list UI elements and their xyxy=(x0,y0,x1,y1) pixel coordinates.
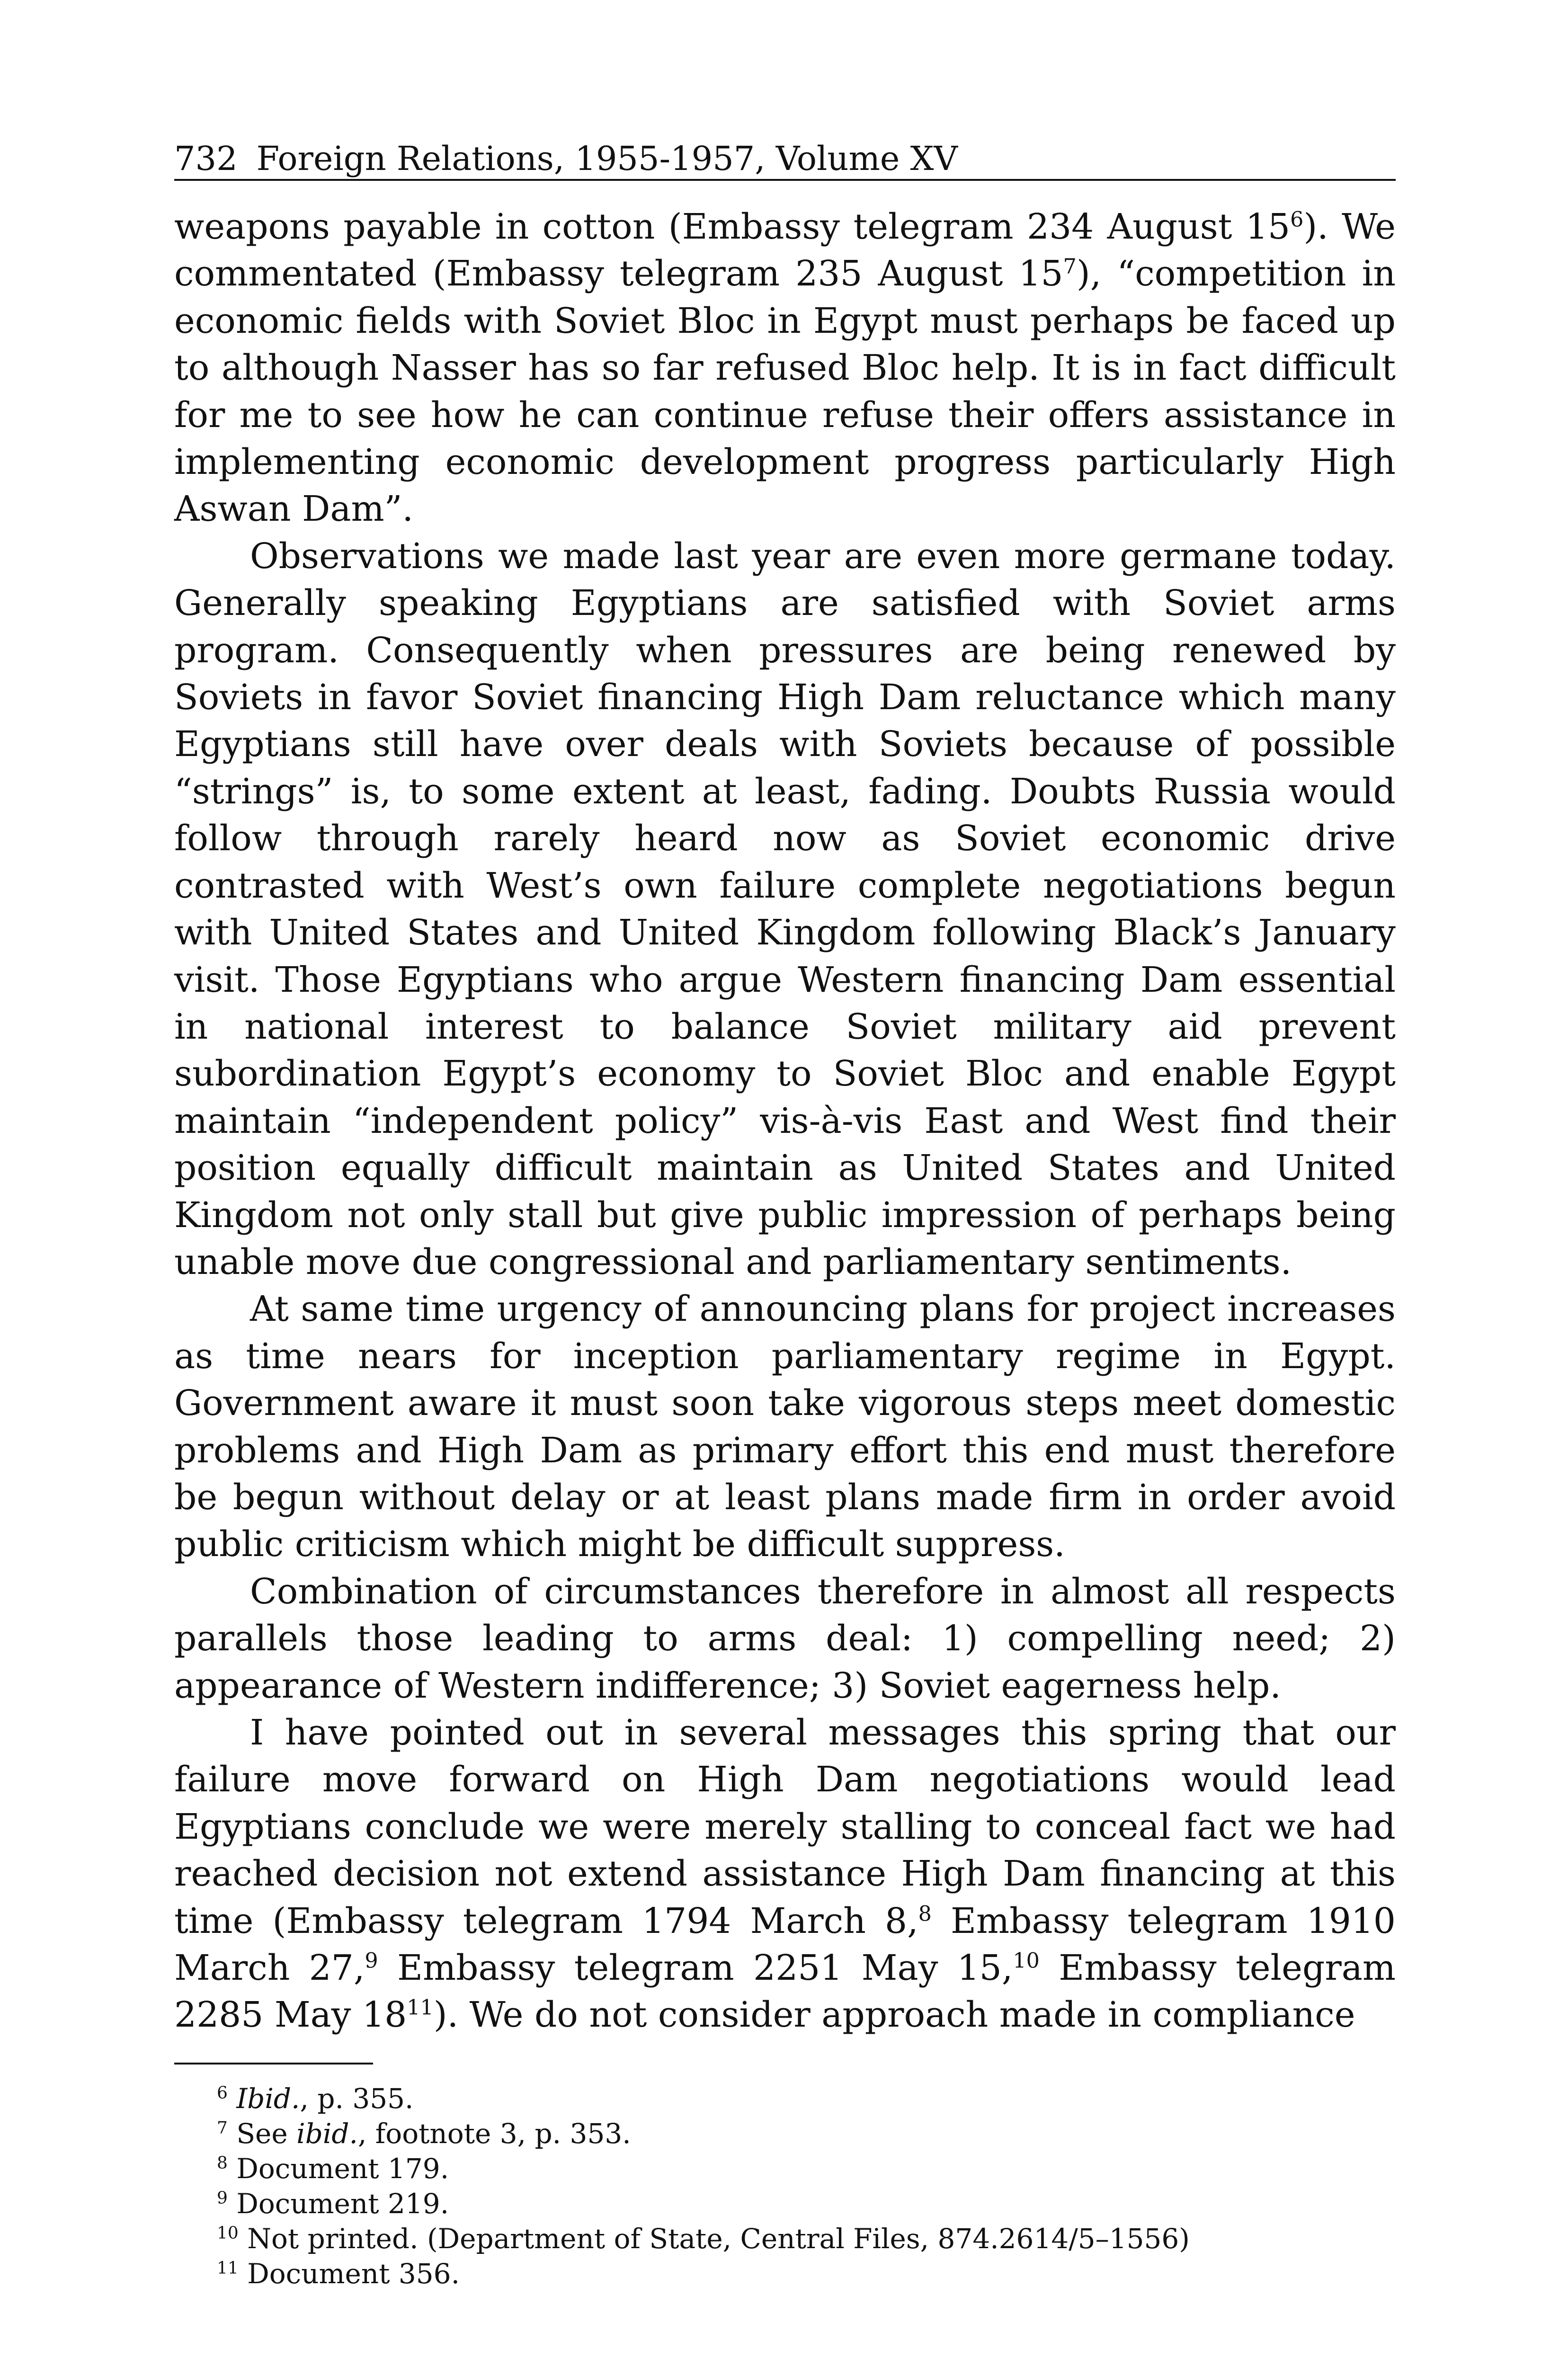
footnote-rule xyxy=(174,2063,373,2064)
footnote-text: ibid. xyxy=(296,2117,358,2150)
running-title: Foreign Relations, 1955-1957, Volume XV xyxy=(256,139,958,178)
paragraph xyxy=(174,204,1396,533)
footnote xyxy=(217,2081,1396,2116)
footnote xyxy=(217,2221,1396,2256)
footnote xyxy=(217,2186,1396,2221)
text-run: Observations we made last year are even more germane today. Generally speaking Egyptians are satisfied with Soviet arms program. Consequently when pressures are being renewed by Soviets in favor Soviet financing High Dam reluctance which many Egyptians still have over deals with Soviets because of possible “strings” is, to some extent at least, fading. Doubts Russia would follow through rarely heard now as Soviet economic drive contrasted with West’s own failure complete negotiations begun with United States and United Kingdom following Black’s January visit. Those Egyptians who argue Western financing Dam essential in national interest to balance Soviet military aid prevent subordination Egypt’s economy to Soviet Bloc and enable Egypt maintain “independent policy” vis-à-vis East and West find their position equally difficult maintain as United States and United Kingdom not only stall but give public impression of perhaps being unable move due congressional and parliamentary sentiments. xyxy=(174,535,1396,1282)
text-run: Embassy telegram 2251 May 15, xyxy=(378,1948,1013,1989)
footnote-text: See xyxy=(236,2117,297,2150)
footnote-ref: 10 xyxy=(1013,1949,1040,1973)
footnote-ref: 9 xyxy=(365,1949,378,1973)
footnote-number: 7 xyxy=(217,2118,228,2138)
paragraph xyxy=(174,1568,1396,1709)
page-number: 732 xyxy=(174,139,238,178)
footnote-text: , footnote 3, p. 353. xyxy=(357,2117,631,2150)
document-page xyxy=(174,137,1396,2291)
running-header xyxy=(174,137,1396,180)
footnotes xyxy=(174,2081,1396,2291)
footnote-text: Ibid. xyxy=(236,2082,300,2115)
text-run: Embassy telegram 2285 May 18 xyxy=(174,1948,1396,2036)
text-run: Embassy telegram 1910 March 27, xyxy=(174,1900,1396,1989)
footnote-number: 10 xyxy=(217,2223,239,2243)
footnote-number: 6 xyxy=(217,2083,228,2103)
footnote-ref: 7 xyxy=(1063,254,1077,279)
text-run: ), “competition in economic fields with Soviet Bloc in Egypt must perhaps be faced up to although Nasser has so far refused Bloc help. It is in fact difficult for me to see how he can continue refuse their offers assistance in implementing economic development progress particularly High Aswan Dam”. xyxy=(174,253,1396,530)
footnote-text: Document 179. xyxy=(236,2152,449,2185)
paragraph xyxy=(174,1286,1396,1568)
footnote-text: Document 219. xyxy=(236,2187,449,2220)
text-run: Combination of circumstances therefore in almost all respects parallels those leading to arms deal: 1) compelling need; 2) appearance of Western indifference; 3) Soviet eagerness help. xyxy=(174,1571,1396,1706)
footnote xyxy=(217,2116,1396,2151)
footnote-number: 9 xyxy=(217,2188,228,2208)
footnote-ref: 11 xyxy=(407,1995,434,2020)
text-run: weapons payable in cotton (Embassy telegram 234 August 15 xyxy=(174,206,1291,247)
text-run: ). We commentated (Embassy telegram 235 August 15 xyxy=(174,206,1396,294)
footnote-number: 11 xyxy=(217,2258,239,2278)
footnote-text: Document 356. xyxy=(247,2257,460,2290)
footnote-number: 8 xyxy=(217,2153,228,2173)
text-run: ). We do not consider approach made in compliance xyxy=(433,1994,1355,2036)
text-run: I have pointed out in several messages this spring that our failure move forward on High Dam negotiations would lead Egyptians conclude we were merely stalling to conceal fact we had reached decision not extend assistance High Dam financing at this time (Embassy telegram 1794 March 8, xyxy=(174,1712,1396,1941)
body-text xyxy=(174,204,1396,2039)
paragraph xyxy=(174,533,1396,1286)
footnote-ref: 8 xyxy=(918,1901,932,1926)
footnote xyxy=(217,2256,1396,2291)
footnote xyxy=(217,2151,1396,2186)
footnote-text: Not printed. (Department of State, Central Files, 874.2614/5–1556) xyxy=(247,2222,1190,2255)
footnote-text: , p. 355. xyxy=(300,2082,414,2115)
header-rule xyxy=(174,179,1396,181)
text-run: At same time urgency of announcing plans for project increases as time nears for inception parliamentary regime in Egypt. Government aware it must soon take vigorous steps meet domestic problems and High Dam as primary effort this end must therefore be begun without delay or at least plans made firm in order avoid public criticism which might be difficult suppress. xyxy=(174,1289,1396,1565)
footnote-ref: 6 xyxy=(1290,207,1304,232)
paragraph xyxy=(174,1709,1396,2039)
